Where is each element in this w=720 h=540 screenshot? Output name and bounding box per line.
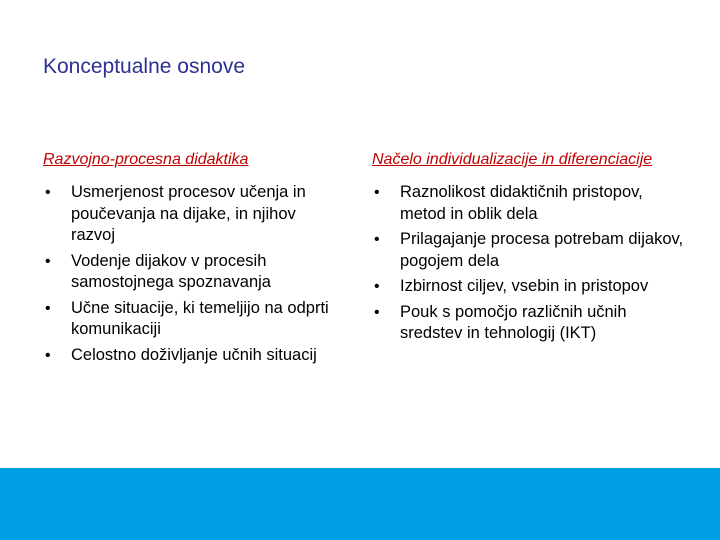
right-bullet-list xyxy=(372,182,692,345)
list-item-text: Učne situacije, ki temeljijo na odprti komunikaciji xyxy=(71,298,329,338)
list-item xyxy=(372,302,692,345)
list-item xyxy=(372,229,692,272)
list-item xyxy=(43,345,343,367)
bullet-icon: • xyxy=(374,184,380,201)
list-item-text: Vodenje dijakov v procesih samostojnega spoznavanja xyxy=(71,251,271,291)
bullet-icon: • xyxy=(45,252,51,270)
bullet-icon: • xyxy=(374,303,380,321)
footer-accent-bar xyxy=(0,468,720,540)
bullet-icon: • xyxy=(374,231,380,248)
list-item xyxy=(372,182,692,225)
list-item-text: Pouk s pomočjo različnih učnih sredstev in tehnologij (IKT) xyxy=(400,302,627,342)
left-bullet-list xyxy=(43,182,343,366)
slide-title: Konceptualne osnove xyxy=(43,55,245,78)
bullet-icon: • xyxy=(374,278,380,295)
bullet-icon: • xyxy=(45,346,51,364)
list-item xyxy=(43,182,343,247)
left-column xyxy=(43,120,343,370)
list-item-text: Prilagajanje procesa potrebam dijakov, pogojem dela xyxy=(400,230,684,270)
list-item xyxy=(43,251,343,294)
list-item-text: Raznolikost didaktičnih pristopov, metod in oblik dela xyxy=(400,183,643,223)
list-item-text: Usmerjenost procesov učenja in poučevanja na dijake, in njihov razvoj xyxy=(71,183,306,244)
right-column-heading: Načelo individualizacije in diferenciacije xyxy=(372,151,653,168)
list-item-text: Izbirnost ciljev, vsebin in pristopov xyxy=(400,277,649,295)
list-item xyxy=(43,298,343,341)
bullet-icon: • xyxy=(45,184,51,201)
right-column xyxy=(372,120,692,349)
left-column-heading: Razvojno-procesna didaktika xyxy=(43,151,249,168)
list-item xyxy=(372,276,692,298)
list-item-text: Celostno doživljanje učnih situacij xyxy=(71,345,317,364)
bullet-icon: • xyxy=(45,299,51,317)
